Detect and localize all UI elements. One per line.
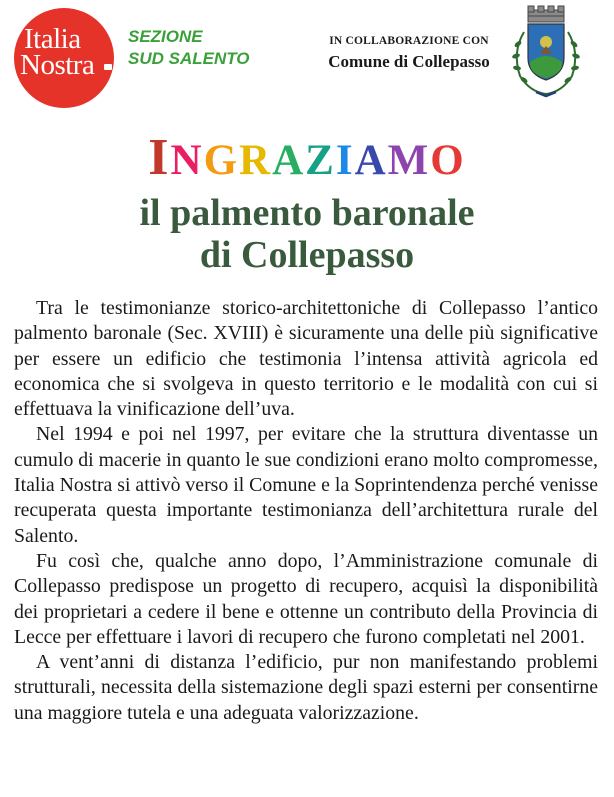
title-letter: A xyxy=(272,137,306,184)
paragraph-1: Tra le testimonianze storico-architettoniche di Collepasso l’antico palmento baronale (Sec. XVIII) è sicuramente una delle più significative per essere un edificio che testimonia l’intensa attività agricola ed economica che si svolgeva in questo territorio e le modalità con cui si effettuava la vinificazione dell’uva. xyxy=(14,297,598,421)
section-line-2: SUD SALENTO xyxy=(128,49,250,68)
title-letter: G xyxy=(203,137,240,184)
logo-line-1: Italia xyxy=(24,23,81,55)
paragraph-3: Fu così che, qualche anno dopo, l’Amministrazione comunale di Collepasso predispose un progetto di recupero, acquisì la disponibilità dei proprietari a cedere il bene e ottenne un contributo della Provincia di Lecce per effettuare i lavori di recupero che furono completati nel 2001. xyxy=(14,549,598,648)
comune-name: Comune di Collepasso xyxy=(328,52,490,71)
title-letter: A xyxy=(354,137,388,184)
page-header xyxy=(0,0,614,110)
logo-mark-icon xyxy=(104,64,112,70)
title-letter: I xyxy=(335,137,355,184)
article-body xyxy=(14,296,598,726)
paragraph-2: Nel 1994 e poi nel 1997, per evitare che la struttura diventasse un cumulo di macerie in quanto le sue condizioni erano molto compromesse, Italia Nostra si attivò verso il Comune e la Soprintendenza perché venisse recuperata questa importante testimonianza dell’architettura rurale del Salento. xyxy=(14,423,598,547)
title-letter: I xyxy=(148,129,171,186)
section-line-1: SEZIONE xyxy=(128,27,203,46)
collaboration-label: IN COLLABORAZIONE CON xyxy=(329,35,489,47)
subtitle-line-2: di Collepasso xyxy=(199,234,415,276)
logo-line-2: Nostra xyxy=(20,49,95,81)
title-letter: M xyxy=(387,137,431,184)
subtitle xyxy=(0,192,614,276)
title-letter: R xyxy=(239,137,273,184)
collepasso-coat-of-arms-icon xyxy=(506,2,586,102)
title-letter: Z xyxy=(305,137,336,184)
title-letter: O xyxy=(430,137,466,184)
paragraph-4: A vent’anni di distanza l’edificio, pur non manifestando problemi strutturali, necessita della sistemazione degli spazi esterni per consentirne una maggiore tutela e una adeguata valorizzazione. xyxy=(14,651,598,724)
subtitle-line-1: il palmento baronale xyxy=(139,192,475,234)
collaboration-block xyxy=(318,34,500,74)
main-title xyxy=(0,130,614,189)
italia-nostra-logo xyxy=(14,8,114,108)
section-label xyxy=(128,26,250,70)
title-letter: N xyxy=(170,137,204,184)
